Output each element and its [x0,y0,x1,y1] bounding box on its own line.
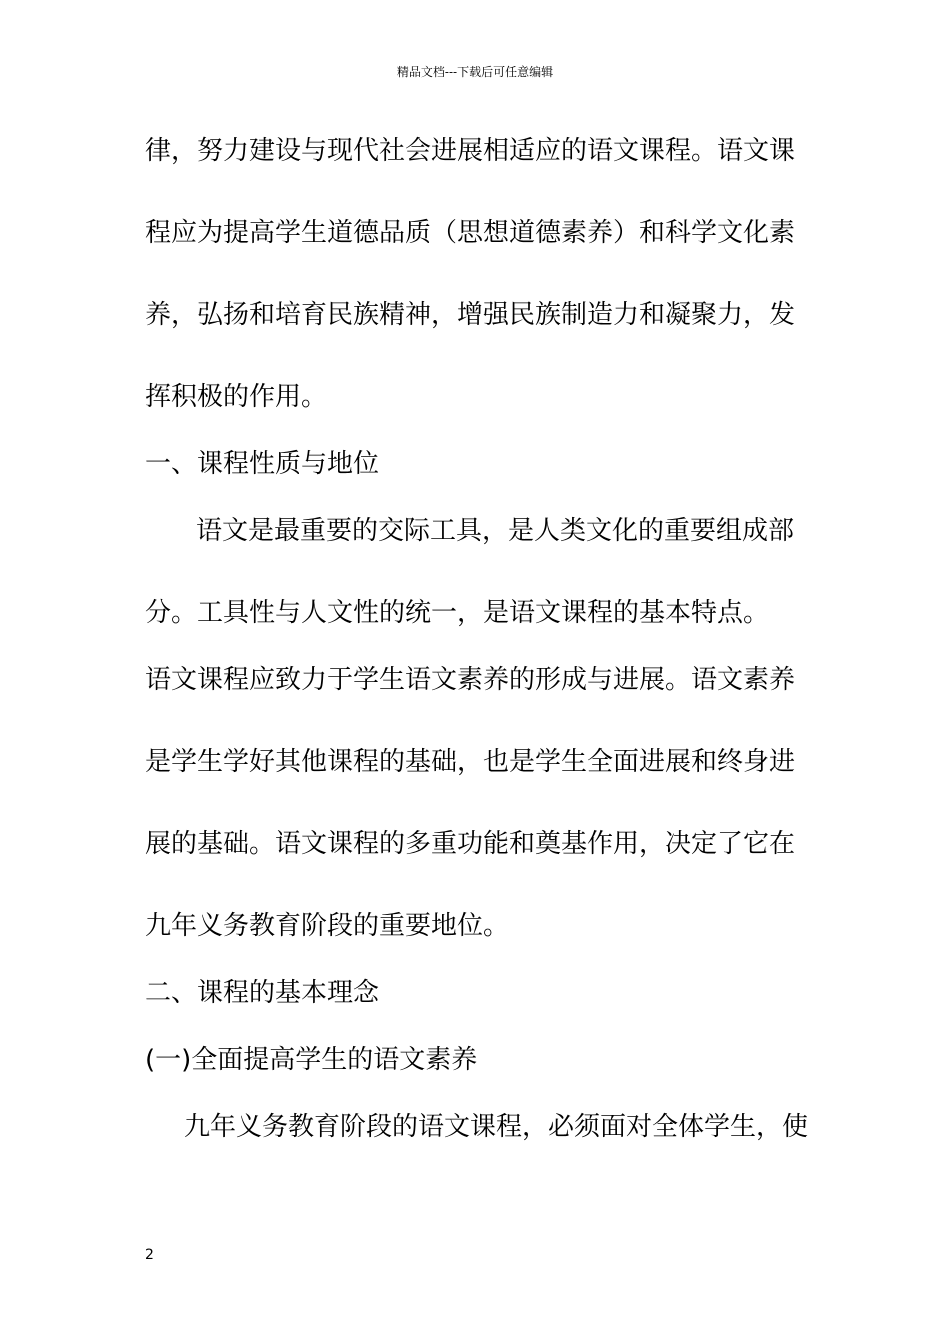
body-line: 语文课程应致力于学生语文素养的形成与进展。语文素养 [145,665,796,695]
body-line: 九年义务教育阶段的重要地位。 [145,911,510,941]
body-line: 展的基础。语文课程的多重功能和奠基作用，决定了它在 [145,829,796,859]
section-heading: 二、课程的基本理念 [145,978,380,1008]
page-header: 精品文档---下载后可任意编辑 [396,65,554,79]
body-line: 九年义务教育阶段的语文课程，必须面对全体学生，使 [184,1112,809,1142]
body-line: 程应为提高学生道德品质（思想道德素养）和科学文化素 [145,218,796,248]
body-line: 挥积极的作用。 [145,382,328,412]
body-line: 律，努力建设与现代社会进展相适应的语文课程。语文课 [145,136,796,166]
page-number: 2 [145,1247,154,1263]
body-line: 语文是最重要的交际工具，是人类文化的重要组成部 [196,516,795,546]
body-line: 养，弘扬和培育民族精神，增强民族制造力和凝聚力，发 [145,300,796,330]
subsection-heading: (一)全面提高学生的语文素养 [145,1045,478,1075]
body-line: 分。工具性与人文性的统一，是语文课程的基本特点。 [145,598,770,628]
section-heading: 一、课程性质与地位 [145,449,380,479]
body-line: 是学生学好其他课程的基础，也是学生全面进展和终身进 [145,747,796,777]
